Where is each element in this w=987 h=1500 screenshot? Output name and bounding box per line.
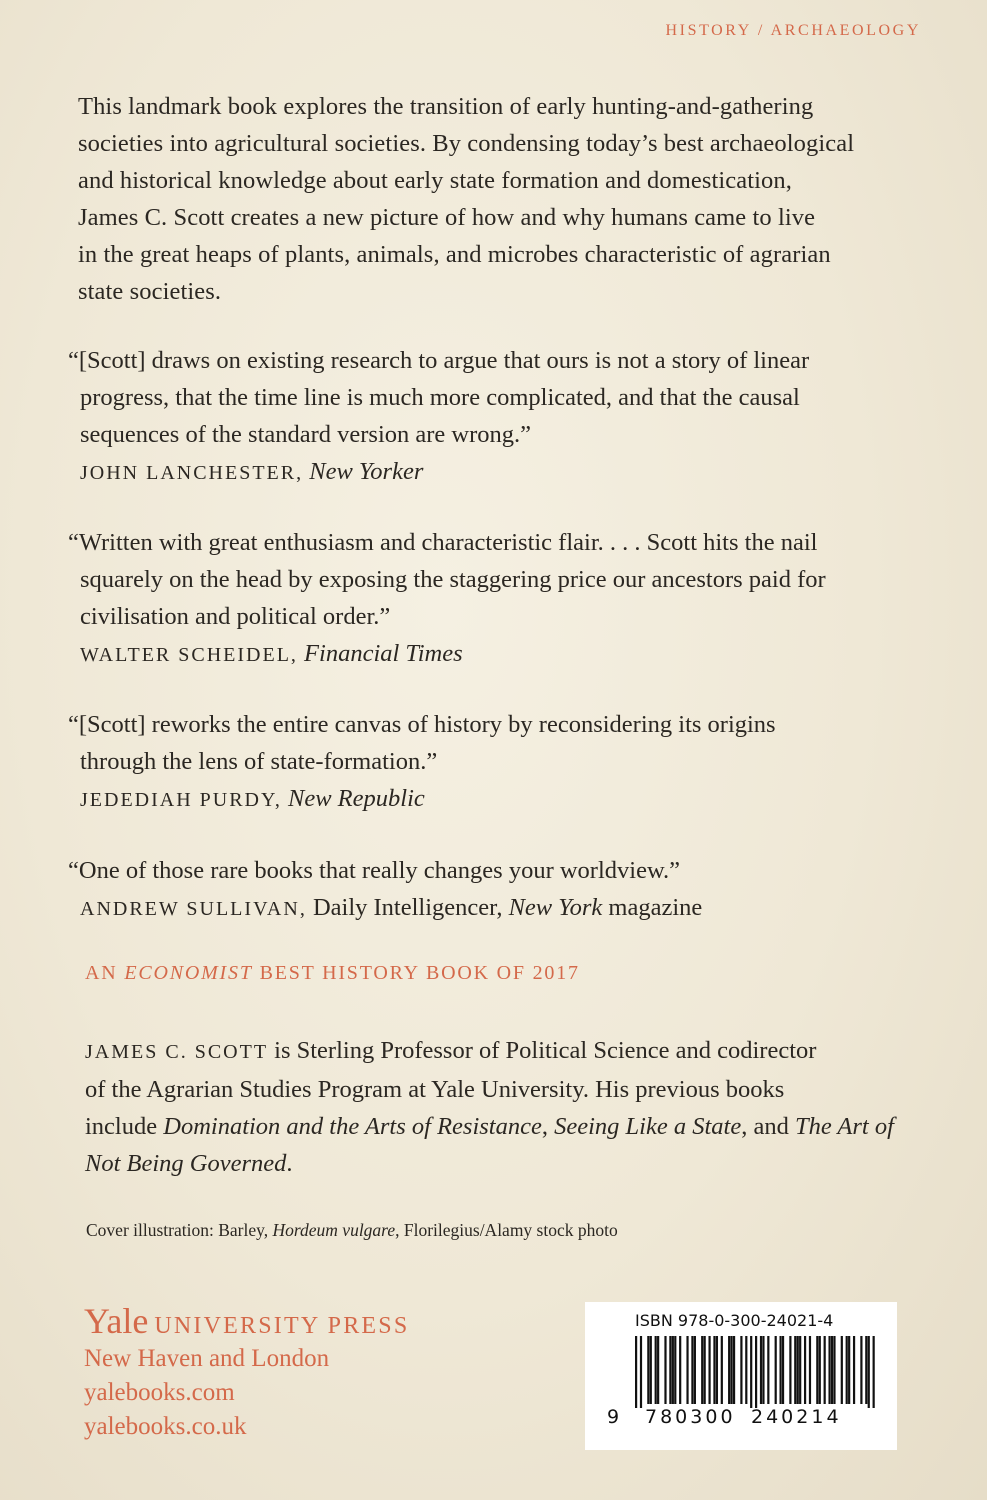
review-quote-sullivan — [66, 852, 916, 928]
barcode-bar — [740, 1336, 742, 1404]
barcode-bar — [833, 1336, 835, 1404]
blurb-line: state societies. — [78, 278, 222, 305]
barcode-bar — [848, 1336, 850, 1404]
barcode-bar — [650, 1336, 652, 1404]
barcode-bar — [731, 1336, 733, 1404]
bio-book-title: Seeing Like a State — [554, 1113, 742, 1140]
bio-line: of the Agrarian Studies Program at Yale University. His previous books — [85, 1076, 785, 1103]
barcode-bar — [809, 1336, 811, 1404]
quote-line: through the lens of state-formation.” — [80, 748, 438, 775]
publisher-block — [84, 1300, 409, 1444]
barcode-bar — [674, 1336, 676, 1404]
barcode-group-2: 240214 — [751, 1406, 842, 1428]
barcode-bar — [865, 1336, 867, 1404]
bio-book-title: Domination and the Arts of Resistance — [163, 1113, 542, 1140]
barcode-bar — [799, 1336, 801, 1404]
credit-suffix: , Florilegius/Alamy stock photo — [395, 1220, 618, 1240]
publisher-site-us[interactable]: yalebooks.com — [84, 1379, 235, 1406]
barcode-bar — [750, 1336, 752, 1408]
barcode-bar — [868, 1336, 870, 1408]
quote-source-suffix: magazine — [608, 894, 703, 921]
publisher-logo — [84, 1300, 409, 1342]
blurb-line: James C. Scott creates a new picture of how and why humans came to live — [78, 204, 816, 231]
barcode-bar — [704, 1336, 706, 1404]
bio-text: . — [286, 1150, 293, 1177]
bio-text: , — [541, 1113, 548, 1140]
barcode-bar — [655, 1336, 657, 1404]
isbn-barcode — [585, 1302, 897, 1450]
barcode-bar — [779, 1336, 781, 1404]
bio-author-name: JAMES C. SCOTT — [85, 1041, 269, 1063]
blurb-line: This landmark book explores the transition of early hunting-and-gathering — [78, 93, 814, 120]
publisher-press: UNIVERSITY PRESS — [154, 1313, 410, 1339]
barcode-bar — [775, 1336, 777, 1404]
bio-line — [85, 1108, 915, 1145]
barcode-bar — [789, 1336, 791, 1404]
barcode-bar — [701, 1336, 703, 1404]
barcode-bar — [664, 1336, 666, 1404]
barcode-bar — [728, 1336, 730, 1404]
quote-line: “[Scott] reworks the entire canvas of history by reconsidering its origins — [68, 711, 776, 738]
barcode-bar — [647, 1336, 649, 1404]
barcode-bar — [819, 1336, 821, 1404]
accolade-prefix: AN — [85, 962, 118, 984]
publisher-site-uk[interactable]: yalebooks.co.uk — [84, 1413, 247, 1440]
quote-source: New Yorker — [309, 458, 424, 485]
bio-line — [85, 1145, 915, 1182]
barcode-bar — [691, 1336, 693, 1404]
quote-line: sequences of the standard version are wrong.” — [80, 421, 532, 448]
bio-line — [85, 1032, 915, 1071]
blurb-line: and historical knowledge about early state formation and domestication, — [78, 167, 792, 194]
barcode-bar — [846, 1336, 848, 1404]
bio-book-title: Not Being Governed — [85, 1150, 287, 1177]
barcode-bar — [686, 1336, 688, 1404]
barcode-bar — [640, 1336, 642, 1408]
barcode-bar — [762, 1336, 764, 1404]
quote-source: Financial Times — [304, 640, 463, 667]
publisher-name: Yale — [84, 1301, 149, 1341]
blurb-line: societies into agricultural societies. By condensing today’s best archaeological — [78, 130, 855, 157]
accolade-suffix: BEST HISTORY BOOK OF 2017 — [259, 962, 580, 984]
quote-author: WALTER SCHEIDEL, — [80, 644, 298, 666]
barcode-bar — [782, 1336, 784, 1404]
category-label: HISTORY / ARCHAEOLOGY — [665, 22, 921, 39]
barcode-bar — [760, 1336, 762, 1404]
quote-line: “Written with great enthusiasm and characteristic flair. . . . Scott hits the nail — [68, 529, 818, 556]
quote-line: civilisation and political order.” — [80, 603, 391, 630]
quote-source-prefix: Daily Intelligencer, — [312, 894, 503, 921]
isbn-label: ISBN 978-0-300-24021-4 — [635, 1311, 834, 1330]
quote-attribution — [66, 889, 916, 928]
accolade-italic: ECONOMIST — [124, 962, 253, 984]
credit-italic: Hordeum vulgare — [272, 1220, 396, 1240]
barcode-bar — [755, 1336, 757, 1408]
quote-attribution — [66, 453, 916, 492]
barcode-group-1: 780300 — [645, 1406, 736, 1428]
accolade-line — [85, 962, 580, 985]
barcode-bar — [733, 1336, 735, 1404]
quote-source: New Republic — [288, 785, 425, 812]
blurb-line: in the great heaps of plants, animals, and microbes characteristic of agrarian — [78, 241, 831, 268]
bio-text: is Sterling Professor of Political Science and codirector — [274, 1037, 817, 1064]
barcode-bar — [831, 1336, 833, 1404]
quote-line: progress, that the time line is much more complicated, and that the causal — [80, 384, 800, 411]
barcode-bar — [873, 1336, 875, 1408]
barcode-bar — [669, 1336, 671, 1404]
barcode-bar — [841, 1336, 843, 1404]
barcode-bar — [794, 1336, 796, 1404]
quote-author: JEDEDIAH PURDY, — [80, 789, 282, 811]
barcode-bar — [635, 1336, 637, 1408]
quote-line: squarely on the head by exposing the staggering price our ancestors paid for — [80, 566, 826, 593]
quote-attribution — [66, 635, 916, 674]
review-quote-purdy — [66, 706, 916, 819]
barcode-bar — [824, 1336, 826, 1404]
credit-prefix: Cover illustration: Barley, — [86, 1220, 269, 1240]
review-quote-scheidel — [66, 524, 916, 674]
quote-author: ANDREW SULLIVAN, — [80, 898, 307, 920]
quote-author: JOHN LANCHESTER, — [80, 462, 304, 484]
barcode-bar — [745, 1336, 747, 1404]
barcode-bar — [708, 1336, 710, 1404]
barcode-bar — [713, 1336, 715, 1404]
barcode-bars — [635, 1336, 875, 1408]
quote-source: New York — [508, 894, 603, 921]
barcode-bar — [716, 1336, 718, 1404]
quote-attribution — [66, 780, 916, 819]
barcode-bar — [797, 1336, 799, 1404]
bio-book-title: The Art of — [794, 1113, 894, 1140]
barcode-bar — [657, 1336, 659, 1404]
barcode-bar — [804, 1336, 806, 1404]
book-blurb — [78, 88, 918, 310]
barcode-bar — [679, 1336, 681, 1404]
quote-line: “[Scott] draws on existing research to argue that ours is not a story of linear — [68, 347, 810, 374]
quote-line: “One of those rare books that really changes your worldview.” — [68, 857, 681, 884]
barcode-bar — [860, 1336, 862, 1404]
bio-text: , and — [741, 1113, 789, 1140]
barcode-bar — [767, 1336, 769, 1404]
barcode-bar — [828, 1336, 830, 1404]
barcode-lead-digit: 9 — [607, 1406, 620, 1428]
barcode-bar — [694, 1336, 696, 1404]
barcode-bar — [816, 1336, 818, 1404]
author-bio — [85, 1032, 915, 1182]
bio-text: include — [85, 1113, 158, 1140]
barcode-bar — [672, 1336, 674, 1404]
publisher-city: New Haven and London — [84, 1345, 330, 1372]
cover-credit — [86, 1220, 618, 1241]
review-quote-lanchester — [66, 342, 916, 492]
barcode-bar — [853, 1336, 855, 1404]
barcode-bar — [721, 1336, 723, 1404]
